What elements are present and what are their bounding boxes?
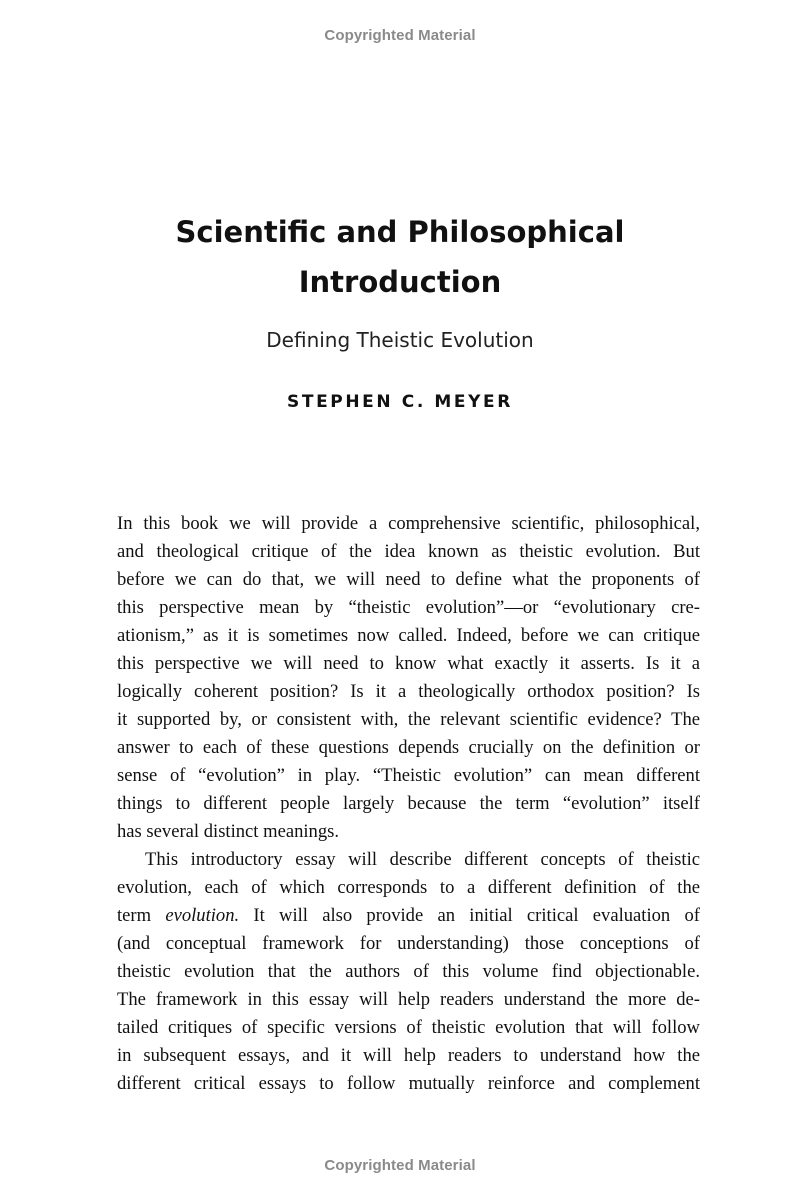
chapter-subtitle: Defining Theistic Evolution: [266, 328, 534, 352]
text-line: logically coherent position? Is it a theologically orthodox position? Is: [117, 681, 700, 702]
text-line: tailed critiques of specific versions of theistic evolution that will follow: [117, 1017, 700, 1038]
text-line: has several distinct meanings.: [117, 821, 340, 842]
emphasized-term: evolution.: [165, 905, 240, 926]
text-line: This introductory essay will describe different concepts of theistic: [145, 849, 700, 870]
chapter-title-line-1: Scientific and Philosophical: [175, 215, 625, 249]
paragraph-2: [117, 846, 700, 1098]
text-segment: It will also provide an initial critical evaluation of: [239, 905, 700, 926]
text-line: it supported by, or consistent with, the relevant scientific evidence? The: [117, 709, 700, 730]
text-segment: term: [117, 905, 166, 926]
text-line: and theological critique of the idea known as theistic evolution. But: [117, 541, 700, 562]
chapter-title-line-2: Introduction: [298, 265, 502, 299]
text-line-with-emphasis: [117, 902, 700, 930]
text-line: in subsequent essays, and it will help readers to understand how the: [117, 1045, 700, 1066]
body-text: [117, 510, 700, 1098]
text-line: ationism,” as it is sometimes now called. Indeed, before we can critique: [117, 625, 700, 646]
text-line: before we can do that, we will need to define what the proponents of: [117, 569, 700, 590]
copyright-watermark-top: Copyrighted Material: [324, 27, 476, 44]
text-line: things to different people largely because the term “evolution” itself: [117, 793, 700, 814]
text-line: (and conceptual framework for understanding) those conceptions of: [117, 933, 700, 954]
paragraph-1: [117, 510, 700, 846]
text-line: this perspective we will need to know what exactly it asserts. Is it a: [117, 653, 700, 674]
text-line: sense of “evolution” in play. “Theistic evolution” can mean different: [117, 765, 700, 786]
copyright-watermark-bottom: Copyrighted Material: [324, 1157, 476, 1174]
chapter-title: [100, 207, 700, 307]
text-line: different critical essays to follow mutually reinforce and complement: [117, 1073, 700, 1094]
text-line: The framework in this essay will help readers understand the more de-: [117, 989, 700, 1010]
text-line: this perspective mean by “theistic evolution”—or “evolutionary cre-: [117, 597, 700, 618]
text-line: answer to each of these questions depends crucially on the definition or: [117, 737, 700, 758]
text-line: evolution, each of which corresponds to a different definition of the: [117, 877, 700, 898]
author-name: STEPHEN C. MEYER: [287, 392, 513, 412]
text-line: theistic evolution that the authors of this volume find objectionable.: [117, 961, 700, 982]
text-line: In this book we will provide a comprehensive scientific, philosophical,: [117, 513, 700, 534]
